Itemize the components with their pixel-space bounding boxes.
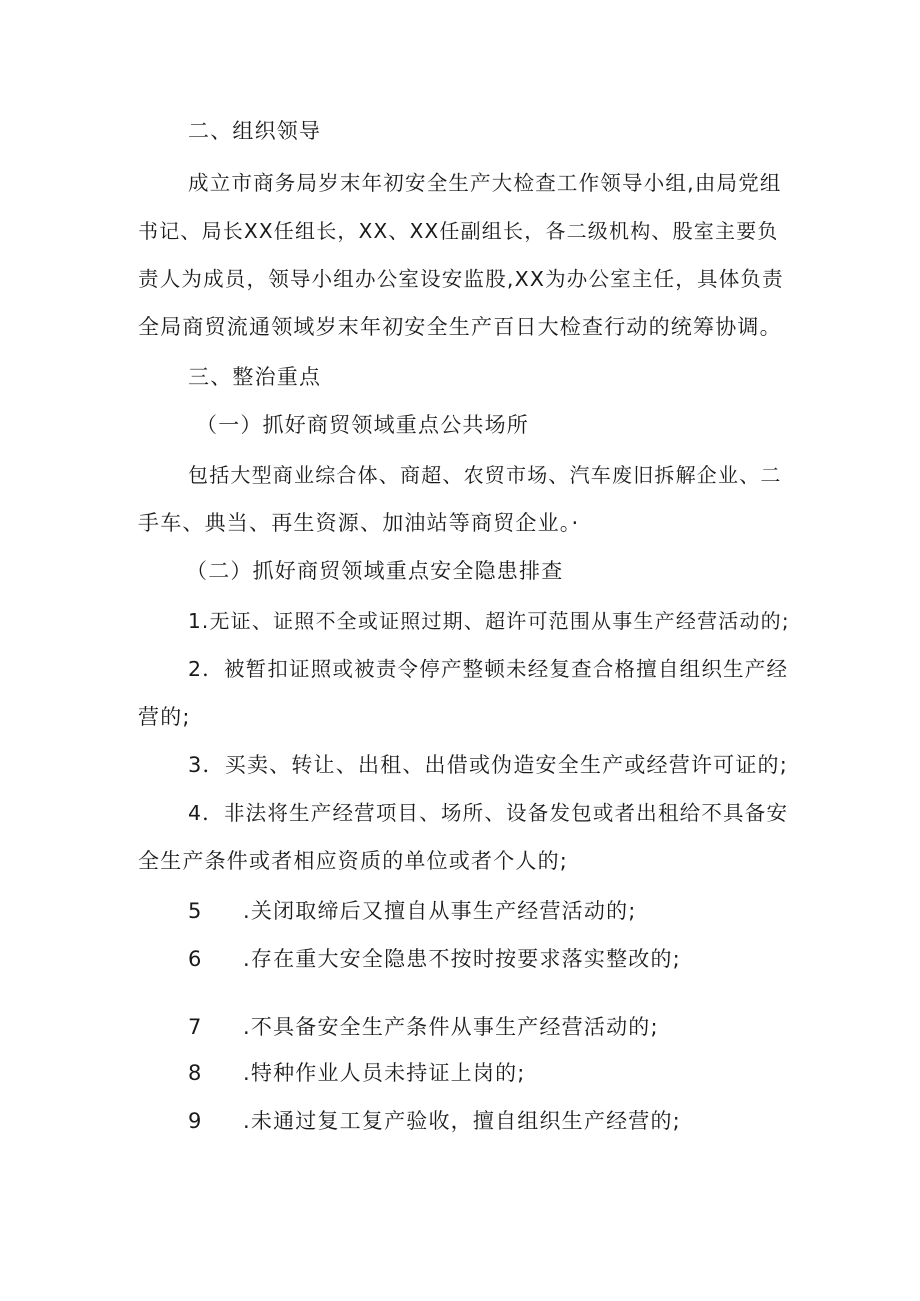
paragraph-line: 手车、典当、再生资源、加油站等商贸企业。· — [138, 511, 580, 535]
list-item-number: 7 — [188, 1015, 203, 1039]
list-item-9 — [188, 1106, 681, 1136]
paragraph-line: 全局商贸流通领域岁末年初安全生产百日大检查行动的统筹协调。 — [138, 315, 782, 339]
paragraph-line: 责人为成员，领导小组办公室设安监股,XX为办公室主任，具体负责 — [138, 267, 784, 291]
paragraph-line: 成立市商务局岁末年初安全生产大检查工作领导小组,由局党组 — [188, 171, 782, 195]
list-item-number: 8 — [188, 1061, 203, 1085]
list-item-number: 9 — [188, 1109, 203, 1133]
list-item-4: 4．非法将生产经营项目、场所、设备发包或者出租给不具备安 — [188, 801, 789, 825]
list-item-number: 6 — [188, 947, 203, 971]
list-item-text: .不具备安全生产条件从事生产经营活动的; — [243, 1015, 659, 1039]
list-item-6 — [188, 944, 681, 974]
list-item-2: 2．被暂扣证照或被责令停产整顿未经复查合格擅自组织生产经 — [188, 657, 789, 681]
list-item-text: .未通过复工复产验收，擅自组织生产经营的; — [243, 1109, 681, 1133]
subsection-heading-hazards: （二）抓好商贸领域重点安全隐患排查 — [186, 559, 564, 583]
list-item-8 — [188, 1058, 526, 1088]
paragraph-line: 书记、局长XX任组长，XX、XX任副组长，各二级机构、股室主要负 — [138, 219, 779, 243]
paragraph-line: 包括大型商业综合体、商超、农贸市场、汽车废旧拆解企业、二 — [188, 463, 782, 487]
list-item-text: .存在重大安全隐患不按时按要求落实整改的; — [243, 947, 681, 971]
list-item-1: 1.无证、证照不全或证照过期、超许可范围从事生产经营活动的; — [188, 609, 790, 633]
list-item-4-continued: 全生产条件或者相应资质的单位或者个人的; — [138, 849, 569, 873]
list-item-7 — [188, 1012, 659, 1042]
list-item-text: .特种作业人员未持证上岗的; — [243, 1061, 526, 1085]
list-item-2-continued: 营的; — [138, 705, 191, 729]
subsection-heading-public-places: （一）抓好商贸领域重点公共场所 — [196, 413, 529, 437]
section-heading-organization: 二、组织领导 — [188, 119, 322, 143]
list-item-number: 5 — [188, 899, 203, 923]
list-item-5 — [188, 896, 637, 926]
section-heading-focus: 三、整治重点 — [188, 365, 322, 389]
list-item-3: 3．买卖、转让、出租、出借或伪造安全生产或经营许可证的; — [188, 753, 789, 777]
list-item-text: .关闭取缔后又擅自从事生产经营活动的; — [243, 899, 637, 923]
